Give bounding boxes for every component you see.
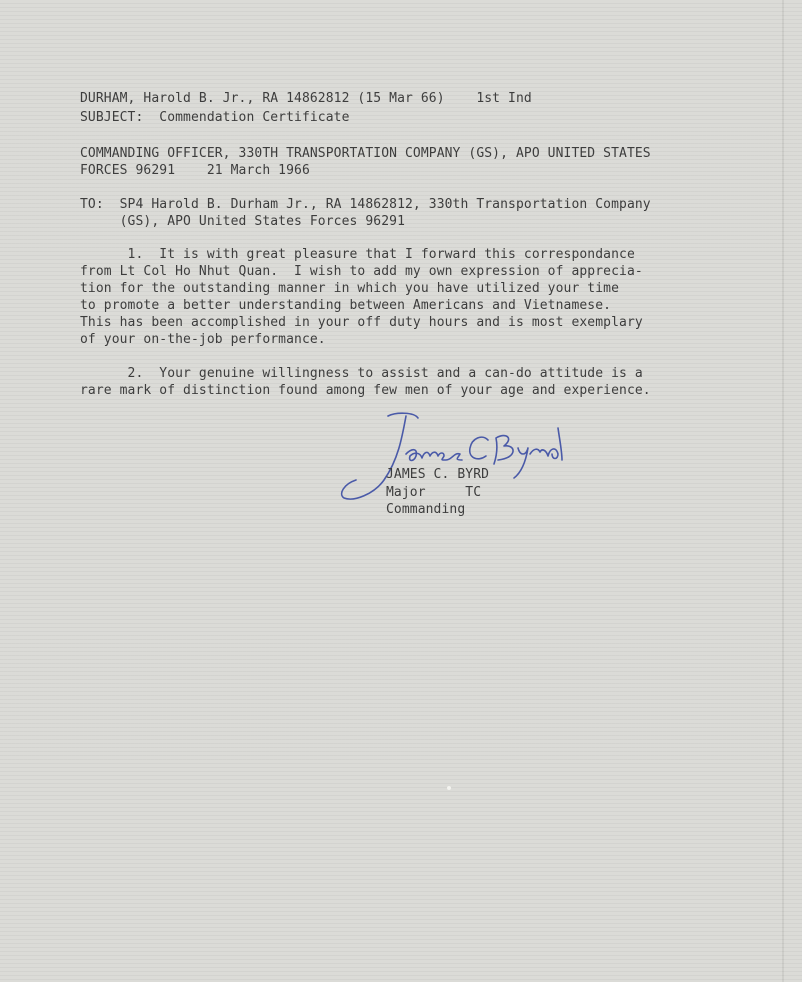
signer-name: JAMES C. BYRD — [386, 467, 490, 482]
from-line-2: FORCES 96291 21 March 1966 — [80, 163, 310, 178]
signer-role: Commanding — [386, 502, 466, 517]
signer-rank: Major TC — [386, 485, 482, 500]
subject-line: SUBJECT: Commendation Certificate — [80, 110, 350, 125]
paper-speck — [447, 786, 451, 790]
paragraph-1-line: of your on-the-job performance. — [80, 332, 326, 347]
to-line-2: (GS), APO United States Forces 96291 — [80, 214, 405, 229]
paragraph-2-line: rare mark of distinction found among few men of your age and experience. — [80, 383, 651, 398]
endorsement-header-line: DURHAM, Harold B. Jr., RA 14862812 (15 Mar 66) 1st Ind — [80, 91, 532, 106]
to-line-1: TO: SP4 Harold B. Durham Jr., RA 14862812, 330th Transportation Company — [80, 197, 651, 212]
paragraph-1-line: 1. It is with great pleasure that I forward this correspondance — [80, 247, 635, 262]
from-line-1: COMMANDING OFFICER, 330TH TRANSPORTATION COMPANY (GS), APO UNITED STATES — [80, 146, 651, 161]
paragraph-2-line: 2. Your genuine willingness to assist and a can-do attitude is a — [80, 366, 643, 381]
paragraph-1-line: to promote a better understanding between Americans and Vietnamese. — [80, 298, 612, 313]
paragraph-1-line: tion for the outstanding manner in which you have utilized your time — [80, 281, 620, 296]
paragraph-1-line: from Lt Col Ho Nhut Quan. I wish to add my own expression of apprecia- — [80, 264, 643, 279]
page-edge-shadow — [782, 0, 784, 982]
paragraph-1-line: This has been accomplished in your off duty hours and is most exemplary — [80, 315, 643, 330]
